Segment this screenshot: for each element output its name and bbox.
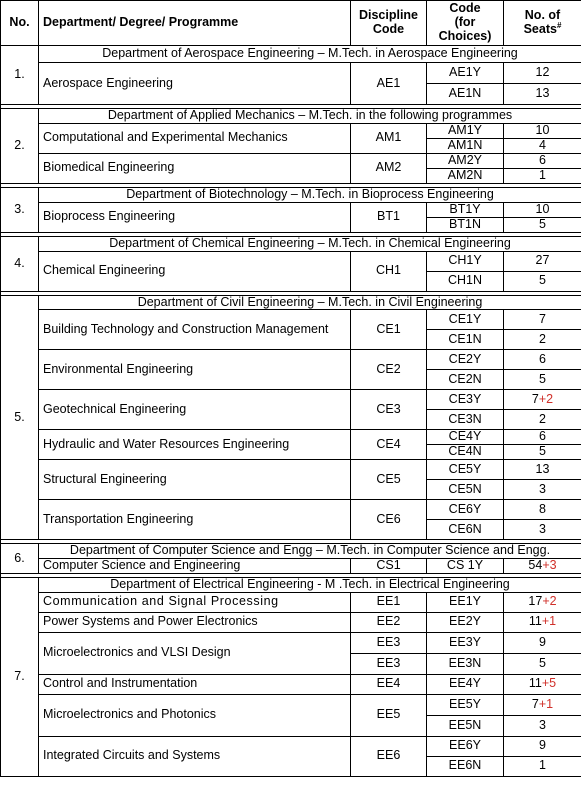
choice-code: BT1N bbox=[427, 217, 504, 232]
seat-count: 5 bbox=[504, 217, 581, 232]
programme-name: Computer Science and Engineering bbox=[39, 559, 351, 574]
section-number: 7. bbox=[1, 577, 39, 776]
section-header-row bbox=[1, 544, 581, 559]
choice-code: CE3Y bbox=[427, 390, 504, 410]
seat-count: 54+3 bbox=[504, 559, 581, 574]
header-choice-code: Code (for Choices) bbox=[427, 1, 504, 46]
discipline-code: EE3 bbox=[351, 653, 427, 674]
section-number: 3. bbox=[1, 187, 39, 232]
programme-name: Structural Engineering bbox=[39, 460, 351, 500]
programme-name: Transportation Engineering bbox=[39, 500, 351, 540]
choice-code: CE5Y bbox=[427, 460, 504, 480]
discipline-code: EE4 bbox=[351, 674, 427, 694]
seat-count: 9 bbox=[504, 736, 581, 756]
discipline-code: EE2 bbox=[351, 612, 427, 632]
section-title: Department of Computer Science and Engg – M.Tech. in Computer Science and Engg. bbox=[39, 544, 581, 559]
discipline-code: CE2 bbox=[351, 350, 427, 390]
programme-name: Building Technology and Construction Management bbox=[39, 310, 351, 350]
extra-seats: +1 bbox=[538, 696, 554, 711]
section-title: Department of Biotechnology – M.Tech. in Bioprocess Engineering bbox=[39, 187, 581, 202]
section-number: 2. bbox=[1, 109, 39, 184]
extra-seats: +5 bbox=[541, 676, 557, 691]
table-row bbox=[1, 460, 581, 480]
choice-code: BT1Y bbox=[427, 202, 504, 217]
discipline-code: CS1 bbox=[351, 559, 427, 574]
table-row bbox=[1, 612, 581, 632]
choice-code: EE5N bbox=[427, 715, 504, 736]
table-row bbox=[1, 500, 581, 520]
header-department: Department/ Degree/ Programme bbox=[39, 1, 351, 46]
choice-code: CE4N bbox=[427, 445, 504, 460]
seat-count: 2 bbox=[504, 330, 581, 350]
discipline-code: CE1 bbox=[351, 310, 427, 350]
discipline-code: EE5 bbox=[351, 694, 427, 736]
discipline-code: EE3 bbox=[351, 632, 427, 653]
section-header-row bbox=[1, 577, 581, 592]
table-row bbox=[1, 736, 581, 756]
choice-code: CE2N bbox=[427, 370, 504, 390]
choice-code: CE6N bbox=[427, 520, 504, 540]
choice-code: EE1Y bbox=[427, 592, 504, 612]
table-row bbox=[1, 251, 581, 271]
seat-count: 5 bbox=[504, 653, 581, 674]
seat-count: 13 bbox=[504, 460, 581, 480]
section-title: Department of Aerospace Engineering – M.Tech. in Aerospace Engineering bbox=[39, 46, 581, 63]
section-header-row bbox=[1, 236, 581, 251]
section-header-row bbox=[1, 46, 581, 63]
table-row bbox=[1, 350, 581, 370]
choice-code: EE6N bbox=[427, 756, 504, 776]
seat-count: 12 bbox=[504, 63, 581, 84]
header-no: No. bbox=[1, 1, 39, 46]
seat-count: 2 bbox=[504, 410, 581, 430]
choice-code: AE1N bbox=[427, 84, 504, 105]
discipline-code: CE6 bbox=[351, 500, 427, 540]
seat-count: 7+1 bbox=[504, 694, 581, 715]
choice-code: CS 1Y bbox=[427, 559, 504, 574]
programme-name: Environmental Engineering bbox=[39, 350, 351, 390]
programme-name: Control and Instrumentation bbox=[39, 674, 351, 694]
choice-code: CE2Y bbox=[427, 350, 504, 370]
table-row bbox=[1, 694, 581, 715]
seat-count: 3 bbox=[504, 520, 581, 540]
section-title: Department of Civil Engineering – M.Tech. in Civil Engineering bbox=[39, 295, 581, 310]
programme-name: Hydraulic and Water Resources Engineering bbox=[39, 430, 351, 460]
choice-code: CE4Y bbox=[427, 430, 504, 445]
programme-name: Integrated Circuits and Systems bbox=[39, 736, 351, 776]
section-header-row bbox=[1, 109, 581, 124]
seat-count: 8 bbox=[504, 500, 581, 520]
seat-count: 1 bbox=[504, 168, 581, 183]
seat-count: 3 bbox=[504, 480, 581, 500]
seat-count: 17+2 bbox=[504, 592, 581, 612]
programme-name: Biomedical Engineering bbox=[39, 153, 351, 183]
choice-code: AM2Y bbox=[427, 153, 504, 168]
table-row bbox=[1, 430, 581, 445]
choice-code: AM2N bbox=[427, 168, 504, 183]
extra-seats: +1 bbox=[541, 614, 557, 629]
header-discipline-code: Discipline Code bbox=[351, 1, 427, 46]
seat-count: 13 bbox=[504, 84, 581, 105]
seat-count: 5 bbox=[504, 370, 581, 390]
choice-code: CE3N bbox=[427, 410, 504, 430]
section-number: 1. bbox=[1, 46, 39, 105]
table-row bbox=[1, 310, 581, 330]
programme-name: Microelectronics and VLSI Design bbox=[39, 632, 351, 674]
discipline-code: BT1 bbox=[351, 202, 427, 232]
seat-count: 4 bbox=[504, 138, 581, 153]
seat-count: 3 bbox=[504, 715, 581, 736]
programme-name: Computational and Experimental Mechanics bbox=[39, 123, 351, 153]
table-row bbox=[1, 63, 581, 84]
seat-count: 5 bbox=[504, 271, 581, 291]
section-title: Department of Electrical Engineering - M .Tech. in Electrical Engineering bbox=[39, 577, 581, 592]
section-title: Department of Chemical Engineering – M.Tech. in Chemical Engineering bbox=[39, 236, 581, 251]
programme-name: Bioprocess Engineering bbox=[39, 202, 351, 232]
choice-code: EE3N bbox=[427, 653, 504, 674]
choice-code: EE3Y bbox=[427, 632, 504, 653]
table-row bbox=[1, 390, 581, 410]
programme-name: Microelectronics and Photonics bbox=[39, 694, 351, 736]
seat-count: 27 bbox=[504, 251, 581, 271]
programme-name: Chemical Engineering bbox=[39, 251, 351, 291]
section-header-row bbox=[1, 295, 581, 310]
discipline-code: CE4 bbox=[351, 430, 427, 460]
seat-count: 6 bbox=[504, 350, 581, 370]
choice-code: CH1Y bbox=[427, 251, 504, 271]
seat-count: 6 bbox=[504, 153, 581, 168]
table-row bbox=[1, 632, 581, 653]
choice-code: CE1N bbox=[427, 330, 504, 350]
choice-code: EE6Y bbox=[427, 736, 504, 756]
discipline-code: CE3 bbox=[351, 390, 427, 430]
programme-name: Geotechnical Engineering bbox=[39, 390, 351, 430]
choice-code: CE1Y bbox=[427, 310, 504, 330]
choice-code: AM1N bbox=[427, 138, 504, 153]
table-row bbox=[1, 123, 581, 138]
choice-code: EE4Y bbox=[427, 674, 504, 694]
seat-count: 10 bbox=[504, 123, 581, 138]
choice-code: EE5Y bbox=[427, 694, 504, 715]
discipline-code: AE1 bbox=[351, 63, 427, 105]
section-title: Department of Applied Mechanics – M.Tech. in the following programmes bbox=[39, 109, 581, 124]
choice-code: CH1N bbox=[427, 271, 504, 291]
seat-count: 7+2 bbox=[504, 390, 581, 410]
programme-name: Power Systems and Power Electronics bbox=[39, 612, 351, 632]
discipline-code: AM2 bbox=[351, 153, 427, 183]
section-number: 5. bbox=[1, 295, 39, 540]
programme-name: Communication and Signal Processing bbox=[39, 592, 351, 612]
discipline-code: CH1 bbox=[351, 251, 427, 291]
section-number: 6. bbox=[1, 544, 39, 574]
discipline-code: EE6 bbox=[351, 736, 427, 776]
table-row bbox=[1, 592, 581, 612]
seat-count: 6 bbox=[504, 430, 581, 445]
seat-count: 11+5 bbox=[504, 674, 581, 694]
seat-count: 9 bbox=[504, 632, 581, 653]
seat-count: 10 bbox=[504, 202, 581, 217]
table-header-row bbox=[1, 1, 581, 46]
programme-name: Aerospace Engineering bbox=[39, 63, 351, 105]
section-header-row bbox=[1, 187, 581, 202]
choice-code: CE5N bbox=[427, 480, 504, 500]
extra-seats: +2 bbox=[538, 391, 554, 406]
section-number: 4. bbox=[1, 236, 39, 291]
choice-code: AE1Y bbox=[427, 63, 504, 84]
table-row bbox=[1, 559, 581, 574]
extra-seats: +3 bbox=[542, 558, 557, 572]
extra-seats: +2 bbox=[542, 594, 557, 609]
table-row bbox=[1, 202, 581, 217]
discipline-code: CE5 bbox=[351, 460, 427, 500]
seat-count: 11+1 bbox=[504, 612, 581, 632]
discipline-code: AM1 bbox=[351, 123, 427, 153]
choice-code: EE2Y bbox=[427, 612, 504, 632]
seat-count: 1 bbox=[504, 756, 581, 776]
table-row bbox=[1, 674, 581, 694]
discipline-code: EE1 bbox=[351, 592, 427, 612]
choice-code: CE6Y bbox=[427, 500, 504, 520]
seat-count: 5 bbox=[504, 445, 581, 460]
choice-code: AM1Y bbox=[427, 123, 504, 138]
header-seats: No. of Seats# bbox=[504, 1, 581, 46]
table-row bbox=[1, 153, 581, 168]
seat-count: 7 bbox=[504, 310, 581, 330]
